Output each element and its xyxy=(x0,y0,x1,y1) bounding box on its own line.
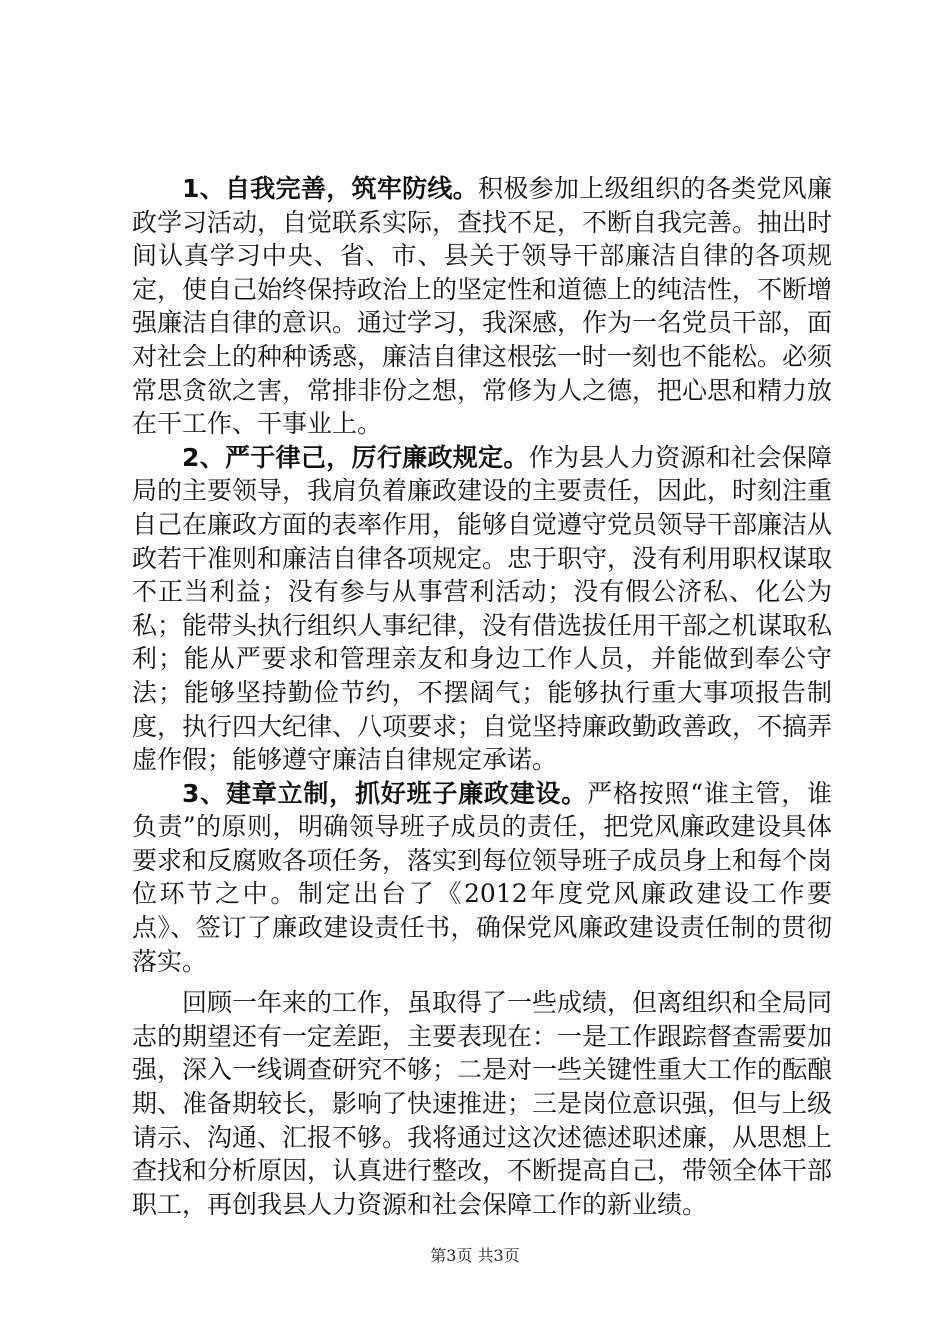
paragraph-3 xyxy=(132,777,832,979)
paragraph-4-text: 回顾一年来的工作，虽取得了一些成绩，但离组织和全局同志的期望还有一定差距，主要表现在：一是工作跟踪督查需要加强，深入一线调查研究不够；二是对一些关键性重大工作的酝酿期、准备期较长，影响了快速推进；三是岗位意识强，但与上级请示、沟通、汇报不够。我将通过这次述德述职述廉，从思想上查找和分析原因，认真进行整改，不断提高自己，带领全体干部职工，再创我县人力资源和社会保障工作的新业绩。 xyxy=(132,988,833,1219)
paragraph-2-heading: 2、严于律己，厉行廉政规定。 xyxy=(182,442,529,472)
paragraph-1 xyxy=(132,172,832,441)
paragraph-1-text: 积极参加上级组织的各类党风廉政学习活动，自觉联系实际，查找不足，不断自我完善。抽出时间认真学习中央、省、市、县关于领导干部廉洁自律的各项规定，使自己始终保持政治上的坚定性和道德上的纯洁性，不断增强廉洁自律的意识。通过学习，我深感，作为一名党员干部，面对社会上的种种诱惑，廉洁自律这根弦一时一刻也不能松。必须常思贪欲之害，常排非份之想，常修为人之德，把心思和精力放在干工作、干事业上。 xyxy=(132,174,833,439)
document-body xyxy=(132,172,832,1221)
page-footer: 第3页 共3页 xyxy=(430,1246,520,1265)
paragraph-3-text: 严格按照“谁主管，谁负责”的原则，明确领导班子成员的责任，把党风廉政建设具体要求和反腐败各项任务，落实到每位领导班子成员身上和每个岗位环节之中。制定出台了《2012年度党风廉政建设工作要点》、签订了廉政建设责任书，确保党风廉政建设责任制的贯彻落实。 xyxy=(132,778,833,976)
paragraph-4 xyxy=(132,986,832,1221)
paragraph-3-heading: 3、建章立制，抓好班子廉政建设。 xyxy=(182,778,588,808)
paragraph-2 xyxy=(132,441,832,777)
paragraph-1-heading: 1、自我完善，筑牢防线。 xyxy=(182,174,479,203)
paragraph-2-text: 作为县人力资源和社会保障局的主要领导，我肩负着廉政建设的主要责任，因此，时刻注重自己在廉政方面的表率作用，能够自觉遵守党员领导干部廉洁从政若干准则和廉洁自律各项规定。忠于职守，没有利用职权谋取不正当利益；没有参与从事营利活动；没有假公济私、化公为私；能带头执行组织人事纪律，没有借选拔任用干部之机谋取私利；能从严要求和管理亲友和身边工作人员，并能做到奉公守法；能够坚持勤俭节约，不摆阔气；能够执行重大事项报告制度，执行四大纪律、八项要求；自觉坚持廉政勤政善政，不搞弄虚作假；能够遵守廉洁自律规定承诺。 xyxy=(132,442,833,775)
